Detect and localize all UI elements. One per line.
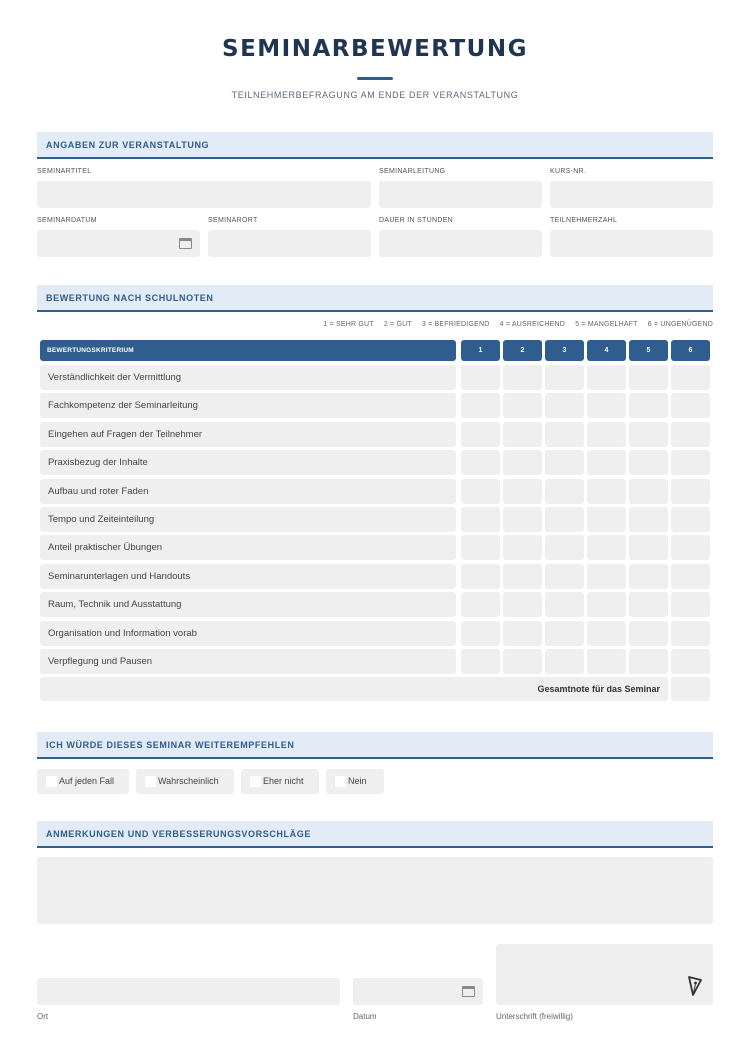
criterion-label: Praxisbezug der Inhalte [48,457,148,468]
label-duration-hours: DAUER IN STUNDEN [379,217,454,224]
grade-cell-3[interactable] [545,564,584,589]
criterion-row [40,592,456,617]
signature-field[interactable] [496,944,713,1005]
grade-cell-6[interactable] [671,393,710,418]
option-label: Eher nicht [263,776,304,786]
grade-cell-1[interactable] [461,365,500,390]
section-title-recommend: ICH WÜRDE DIESES SEMINAR WEITEREMPFEHLEN [46,740,295,750]
option-label: Nein [348,776,367,786]
option-label: Auf jeden Fall [59,776,115,786]
criterion-row [40,479,456,504]
grade-cell-3[interactable] [545,479,584,504]
grade-cell-1[interactable] [461,621,500,646]
section-header-event [37,132,713,159]
grade-column-header-3: 3 [545,340,584,361]
participant-count-field[interactable] [550,230,713,257]
grade-cell-5[interactable] [629,649,668,674]
page-subtitle: TEILNEHMERBEFRAGUNG AM ENDE DER VERANSTALTUNG [231,90,519,100]
total-grade-field[interactable] [671,677,710,701]
grade-cell-2[interactable] [503,507,542,532]
label-seminar-location: SEMINARORT [208,217,258,224]
criterion-label: Aufbau und roter Faden [48,486,149,497]
option-label: Wahrscheinlich [158,776,219,786]
date-label: Datum [353,1012,377,1021]
grade-cell-3[interactable] [545,621,584,646]
legend-item: 4 = AUSREICHEND [499,321,566,328]
grade-cell-2[interactable] [503,592,542,617]
grade-cell-2[interactable] [503,564,542,589]
grade-cell-4[interactable] [587,564,626,589]
criterion-label: Seminarunterlagen und Handouts [48,571,191,582]
place-field[interactable] [37,978,340,1005]
grade-cell-6[interactable] [671,564,710,589]
grade-cell-3[interactable] [545,649,584,674]
grade-cell-3[interactable] [545,450,584,475]
grade-cell-5[interactable] [629,479,668,504]
grade-cell-3[interactable] [545,535,584,560]
legend-item: 5 = MANGELHAFT [575,321,638,328]
grade-cell-5[interactable] [629,564,668,589]
grade-cell-4[interactable] [587,592,626,617]
course-number-field[interactable] [550,181,713,208]
criteria-column-header [40,340,456,361]
legend-item: 6 = UNGENÜGEND [647,321,713,328]
checkbox[interactable] [250,776,261,787]
grade-cell-3[interactable] [545,422,584,447]
grade-cell-3[interactable] [545,507,584,532]
label-seminar-leader: SEMINARLEITUNG [379,168,446,175]
seminar-leader-field[interactable] [379,181,542,208]
criterion-label: Eingehen auf Fragen der Teilnehmer [48,429,203,440]
grade-cell-6[interactable] [671,422,710,447]
remarks-textarea[interactable] [37,857,713,924]
grade-cell-1[interactable] [461,393,500,418]
section-header-rating [37,285,713,312]
criterion-row [40,535,456,560]
grade-cell-2[interactable] [503,621,542,646]
section-header-recommend [37,732,713,759]
page-title: SEMINARBEWERTUNG [222,36,528,62]
grade-cell-5[interactable] [629,365,668,390]
criterion-row [40,564,456,589]
label-seminar-date: SEMINARDATUM [37,217,97,224]
calendar-icon[interactable] [462,986,475,997]
criterion-label: Verständlichkeit der Vermittlung [48,372,182,383]
legend-item: 2 = GUT [383,321,412,328]
signature-label: Unterschrift (freiwillig) [496,1012,573,1021]
grade-cell-2[interactable] [503,649,542,674]
criterion-label: Verpflegung und Pausen [48,656,153,667]
grade-column-header-1: 1 [461,340,500,361]
total-grade-row [40,677,668,701]
grade-cell-4[interactable] [587,535,626,560]
criterion-row [40,621,456,646]
title-underline [357,77,393,80]
grade-cell-1[interactable] [461,507,500,532]
grade-cell-1[interactable] [461,479,500,504]
label-participant-count: TEILNEHMERZAHL [550,217,618,224]
seminar-date-field[interactable] [37,230,200,257]
criteria-column-label: BEWERTUNGSKRITERIUM [47,347,134,354]
place-label: Ort [37,1012,49,1021]
grade-cell-4[interactable] [587,393,626,418]
grade-cell-4[interactable] [587,365,626,390]
legend-item: 3 = BEFRIEDIGEND [421,321,490,328]
grade-cell-5[interactable] [629,422,668,447]
legend-item: 1 = SEHR GUT [323,321,374,328]
section-title-event: ANGABEN ZUR VERANSTALTUNG [46,140,210,150]
checkbox[interactable] [335,776,346,787]
grade-cell-2[interactable] [503,422,542,447]
grade-cell-6[interactable] [671,450,710,475]
grade-cell-5[interactable] [629,450,668,475]
section-title-remarks: ANMERKUNGEN UND VERBESSERUNGSVORSCHLÄGE [46,829,311,839]
criterion-label: Anteil praktischer Übungen [48,542,163,553]
grade-cell-4[interactable] [587,649,626,674]
grade-cell-4[interactable] [587,422,626,447]
grade-cell-2[interactable] [503,365,542,390]
criterion-label: Tempo und Zeiteinteilung [48,514,155,525]
grade-cell-6[interactable] [671,621,710,646]
grade-column-header-4: 4 [587,340,626,361]
calendar-icon[interactable] [179,238,192,249]
seminar-location-field[interactable] [208,230,371,257]
criterion-row [40,649,456,674]
grade-cell-6[interactable] [671,592,710,617]
grade-cell-6[interactable] [671,507,710,532]
grade-cell-5[interactable] [629,621,668,646]
criterion-label: Fachkompetenz der Seminarleitung [48,400,198,411]
grade-cell-5[interactable] [629,507,668,532]
grade-cell-1[interactable] [461,535,500,560]
grade-column-header-6: 6 [671,340,710,361]
grade-cell-5[interactable] [629,393,668,418]
criterion-row [40,422,456,447]
criterion-row [40,450,456,475]
grade-cell-2[interactable] [503,479,542,504]
grade-cell-4[interactable] [587,479,626,504]
criterion-label: Raum, Technik und Ausstattung [48,599,182,610]
criterion-row [40,365,456,390]
grade-legend [315,321,713,328]
grade-cell-2[interactable] [503,450,542,475]
grade-cell-6[interactable] [671,479,710,504]
grade-cell-1[interactable] [461,422,500,447]
grade-cell-1[interactable] [461,450,500,475]
grade-cell-1[interactable] [461,564,500,589]
grade-cell-2[interactable] [503,393,542,418]
grade-cell-3[interactable] [545,592,584,617]
grade-cell-5[interactable] [629,592,668,617]
label-seminar-title: SEMINARTITEL [37,168,92,175]
grade-cell-6[interactable] [671,649,710,674]
grade-cell-6[interactable] [671,365,710,390]
grade-cell-3[interactable] [545,393,584,418]
label-course-number: KURS-NR. [550,168,587,175]
option-probably[interactable] [136,769,234,794]
grade-cell-6[interactable] [671,535,710,560]
grade-cell-1[interactable] [461,592,500,617]
grade-column-header-2: 2 [503,340,542,361]
option-rather-not[interactable] [241,769,319,794]
seminar-title-field[interactable] [37,181,371,208]
option-no[interactable] [326,769,384,794]
checkbox[interactable] [145,776,156,787]
option-definitely[interactable] [37,769,129,794]
grade-cell-4[interactable] [587,507,626,532]
signature-date-field[interactable] [353,978,483,1005]
checkbox[interactable] [46,776,57,787]
criterion-label: Organisation und Information vorab [48,628,197,639]
grade-cell-4[interactable] [587,450,626,475]
grade-cell-2[interactable] [503,535,542,560]
section-title-rating: BEWERTUNG NACH SCHULNOTEN [46,293,214,303]
grade-cell-3[interactable] [545,365,584,390]
grade-cell-5[interactable] [629,535,668,560]
section-header-remarks [37,821,713,848]
pen-nib-icon [687,975,703,997]
grade-cell-1[interactable] [461,649,500,674]
criterion-row [40,393,456,418]
total-grade-label: Gesamtnote für das Seminar [537,684,660,694]
criterion-row [40,507,456,532]
duration-hours-field[interactable] [379,230,542,257]
grade-column-header-5: 5 [629,340,668,361]
grade-cell-4[interactable] [587,621,626,646]
